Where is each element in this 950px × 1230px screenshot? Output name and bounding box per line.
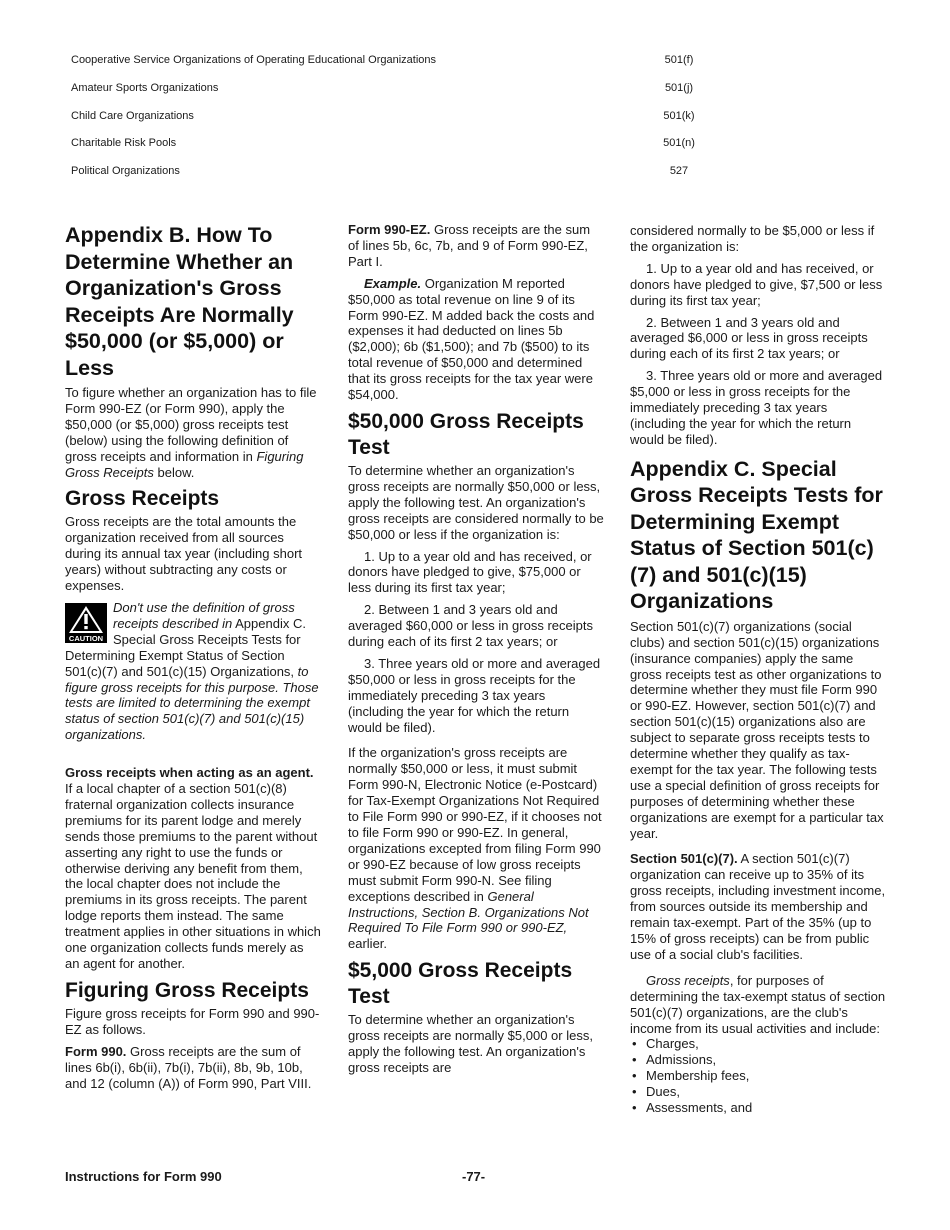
code-section: 501(f)	[664, 54, 694, 66]
income-list	[630, 1036, 886, 1116]
org-type: Political Organizations	[71, 165, 180, 178]
section-501c7-paragraph: Section 501(c)(7). A section 501(c)(7) organization can receive up to 35% of its gross receipts, including investment income, from sources outside its membership and remain tax-exempt. Part of the 35% (up to 15% of gross receipts) can be from public use of a social club's facilities.	[630, 851, 886, 962]
code-section: 501(j)	[664, 81, 694, 94]
org-type: Cooperative Service Organizations of Operating Educational Organizations	[71, 54, 437, 66]
test-5k-heading: $5,000 Gross Receipts Test	[348, 959, 573, 1009]
caution-icon	[65, 603, 107, 643]
test-50k-item-2: 2. Between 1 and 3 years old and averaged $60,000 or less in gross receipts during each of its first 2 tax years; or	[348, 602, 593, 650]
column-2	[348, 222, 604, 1082]
appendix-b-title: Appendix B. How To Determine Whether an Organization's Gross Receipts Are Normally $50,000 (or $5,000) or Less	[65, 223, 294, 380]
org-type: Amateur Sports Organizations	[71, 81, 219, 94]
form-990ez-paragraph: Form 990-EZ. Gross receipts are the sum of lines 5b, 6c, 7b, and 9 of Form 990-EZ, Part I.	[348, 222, 591, 269]
gross-receipts-definition: Gross receipts, for purposes of determining the tax-exempt status of section 501(c)(7) organizations, are the club's income from its usual activities and include:	[630, 972, 886, 1036]
table-row	[71, 102, 721, 130]
code-section: 501(n)	[663, 137, 695, 150]
test-50k-item-1: 1. Up to a year old and has received, or donors have pledged to give, $75,000 or less during its first tax year;	[348, 548, 592, 596]
test-5k-continued: considered normally to be $5,000 or less if the organization is:	[630, 223, 875, 254]
list-item: • Dues,	[630, 1084, 886, 1100]
example-paragraph: Example. Organization M reported $50,000 as total revenue on line 9 of its Form 990-EZ. M added back the costs and expenses it had deducted on lines 5b ($2,000); 6b ($1,500); and 7b ($500) to its total revenue of $50,000 and determined that its gross receipts for the tax year were $54,000.	[348, 275, 595, 403]
appendix-c-title: Appendix C. Special Gross Receipts Tests for Determining Exempt Status of Section 501(c)(7) and 501(c)(15) Organizations	[630, 456, 883, 614]
code-section: 501(k)	[663, 109, 695, 122]
org-type: Child Care Organizations	[71, 109, 194, 122]
test-5k-intro: To determine whether an organization's gross receipts are normally $5,000 or less, apply the following test. An organization's gross receipts are	[348, 1012, 593, 1075]
column-3	[630, 223, 886, 1116]
figuring-paragraph: Figure gross receipts for Form 990 and 990-EZ as follows.	[65, 1005, 320, 1037]
table-row	[71, 46, 721, 74]
test-5k-item-3: 3. Three years old or more and averaged $5,000 or less in gross receipts for the immediately preceding 3 tax years (including the year for which the return would be filed).	[630, 368, 883, 447]
test-50k-intro: To determine whether an organization's gross receipts are normally $50,000 or less, apply the following test. An organization's gross receipts are considered normally to be $50,000 or less if the organization is:	[348, 462, 604, 542]
table-row	[71, 129, 721, 157]
list-item: • Charges,	[630, 1036, 886, 1052]
caution-note: CAUTION Don't use the definition of gross receipts described in Appendix C. Special Gross Receipts Tests for Determining Exempt Status of Section 501(c)(7) and 501(c)(15) Organizations, to figure gross receipts for this purpose. Those tests are limited to determining the exempt status of section 501(c)(7) and 501(c)(15) organizations.	[65, 599, 319, 743]
list-item: • Assessments, and	[630, 1100, 886, 1116]
gross-receipts-heading: Gross Receipts	[65, 487, 220, 511]
test-5k-item-1: 1. Up to a year old and has received, or donors have pledged to give, $7,500 or less during its first tax year;	[630, 260, 883, 308]
form-990n-paragraph: If the organization's gross receipts are normally $50,000 or less, it must submit Form 990-N, Electronic Notice (e-Postcard) for Tax-Exempt Organizations Not Required to File Form 990 or 990-EZ, if it chooses not to file Form 990 or 990-EZ. In general, organizations excepted from filing Form 990 or 990-EZ because of low gross receipts must submit Form 990-N. See filing exceptions described in General Instructions, Section B. Organizations Not Required To File Form 990 or 990-EZ, earlier.	[348, 745, 602, 952]
form-990-paragraph: Form 990. Gross receipts are the sum of lines 6b(i), 6b(ii), 7b(i), 7b(ii), 8b, 9b, 10b, and 12 (column (A)) of Form 990, Part VIII.	[65, 1043, 312, 1091]
svg-text:CAUTION: CAUTION	[68, 633, 104, 643]
list-item: • Membership fees,	[630, 1068, 886, 1084]
table-row	[71, 157, 721, 185]
page-number: -77-	[462, 1169, 486, 1184]
org-type: Charitable Risk Pools	[71, 137, 177, 150]
exempt-org-table	[71, 46, 721, 185]
test-5k-item-2: 2. Between 1 and 3 years old and averaged $6,000 or less in gross receipts during each of its first 2 tax years; or	[630, 314, 868, 362]
gross-receipts-paragraph: Gross receipts are the total amounts the organization received from all sources during its annual tax year (including short years) without subtracting any costs or expenses.	[65, 514, 303, 594]
list-item: • Admissions,	[630, 1052, 886, 1068]
column-1	[65, 222, 321, 1097]
figuring-gross-receipts-heading: Figuring Gross Receipts	[65, 978, 309, 1002]
appendix-c-intro: Section 501(c)(7) organizations (social clubs) and section 501(c)(15) organizations (insurance companies) apply the same gross receipts test as other organizations to determine whether they must file Form 990 or 990-EZ. However, section 501(c)(7) and section 501(c)(15) organizations also are subject to separate gross receipts tests to determine whether they qualify as tax-exempt for the tax year. The following tests use a special definition of gross receipts for purposes of determining whether these organizations are exempt for a particular tax year.	[630, 618, 884, 841]
appendix-b-intro: To figure whether an organization has to file Form 990-EZ (or Form 990), apply the $50,000 (or $5,000) gross receipts test (below) using the following definition of gross receipts and information in Figuring Gross Receipts below.	[65, 385, 317, 480]
footer-title: Instructions for Form 990	[65, 1169, 222, 1184]
agent-paragraph: Gross receipts when acting as an agent. If a local chapter of a section 501(c)(8) fraternal organization collects insurance premiums for its parent lodge and merely sends those premiums to the parent without asserting any right to use the funds or otherwise deriving any benefit from them, the local chapter does not include the premiums in its gross receipts. The parent lodge reports them instead. The same treatment applies in other situations in which one organization collects funds merely as an agent for another.	[65, 765, 321, 971]
test-50k-item-3: 3. Three years old or more and averaged $50,000 or less in gross receipts for the immediately preceding 3 tax years (including the year for which the return would be filed).	[348, 655, 601, 735]
code-section: 527	[669, 165, 689, 178]
table-row	[71, 74, 721, 102]
test-50k-heading: $50,000 Gross Receipts Test	[348, 409, 584, 459]
